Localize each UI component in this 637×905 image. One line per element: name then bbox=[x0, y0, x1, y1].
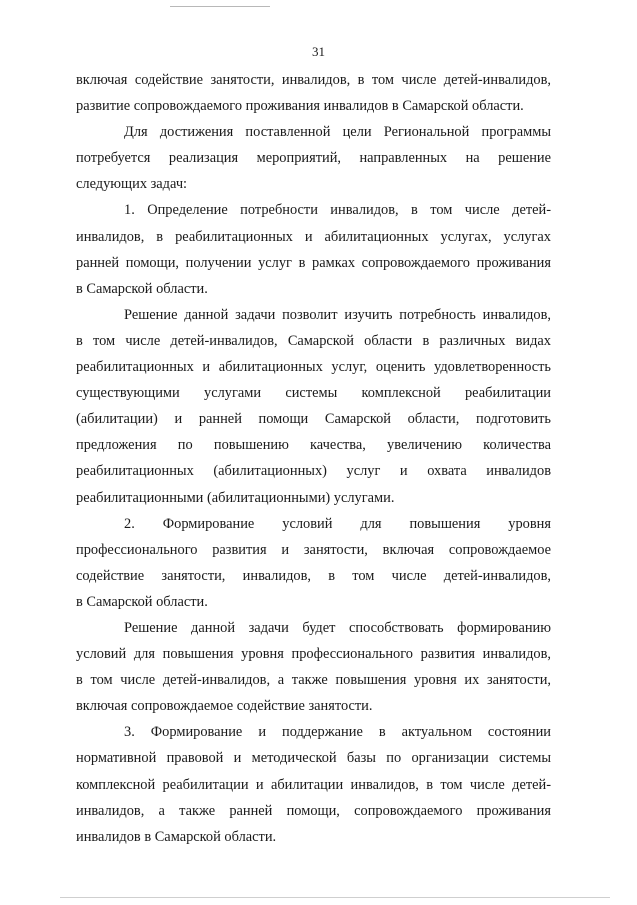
text-line: нормативной правовой и методической базы по организации системы bbox=[76, 750, 551, 767]
text-line: существующими услугами системы комплексной реабилитации bbox=[76, 385, 551, 402]
text-line: включая сопровождаемое содействие занятости. bbox=[76, 698, 373, 715]
text-line: комплексной реабилитации и абилитации инвалидов, в том числе детей- bbox=[76, 776, 551, 793]
paragraph-1 bbox=[76, 67, 551, 119]
text-line: содействие занятости, инвалидов, в том числе детей-инвалидов, bbox=[76, 567, 551, 584]
text-line: условий для повышения уровня профессионального развития инвалидов, bbox=[76, 646, 551, 663]
text-line: 3. Формирование и поддержание в актуальном состоянии bbox=[124, 724, 551, 741]
paragraph-2 bbox=[76, 119, 551, 197]
paragraph-3 bbox=[76, 197, 551, 301]
paragraph-6 bbox=[76, 615, 551, 719]
text-line: (абилитации) и ранней помощи Самарской области, подготовить bbox=[76, 411, 551, 428]
page-number: 31 bbox=[312, 44, 325, 59]
text-line: Для достижения поставленной цели Региональной программы bbox=[124, 124, 551, 141]
text-line: реабилитационных и абилитационных услуг, оценить удовлетворенность bbox=[76, 359, 551, 376]
paragraph-4 bbox=[76, 302, 551, 511]
scan-artifact-bottom bbox=[60, 897, 610, 898]
text-line: включая содействие занятости, инвалидов, в том числе детей-инвалидов, bbox=[76, 72, 551, 88]
text-line: предложения по повышению качества, увеличению количества bbox=[76, 437, 551, 454]
text-line: реабилитационными (абилитационными) услугами. bbox=[76, 489, 395, 506]
document-body bbox=[76, 67, 551, 850]
text-line: профессионального развития и занятости, включая сопровождаемое bbox=[76, 541, 551, 558]
text-line: инвалидов, а также ранней помощи, сопровождаемого проживания bbox=[76, 802, 551, 819]
text-line: реабилитационных (абилитационных) услуг и охвата инвалидов bbox=[76, 463, 551, 480]
scan-artifact-top bbox=[170, 6, 270, 7]
text-line: в том числе детей-инвалидов, Самарской области в различных видах bbox=[76, 332, 551, 349]
text-line: инвалидов, в реабилитационных и абилитационных услугах, услугах bbox=[76, 228, 551, 245]
paragraph-5 bbox=[76, 511, 551, 615]
text-line: в Самарской области. bbox=[76, 593, 208, 610]
text-line: Решение данной задачи будет способствовать формированию bbox=[124, 619, 551, 636]
text-line: ранней помощи, получении услуг в рамках сопровождаемого проживания bbox=[76, 254, 551, 271]
text-line: потребуется реализация мероприятий, направленных на решение bbox=[76, 150, 551, 167]
text-line: в том числе детей-инвалидов, а также повышения уровня их занятости, bbox=[76, 672, 551, 689]
text-line: следующих задач: bbox=[76, 176, 188, 193]
text-line: инвалидов в Самарской области. bbox=[76, 828, 277, 845]
text-line: 1. Определение потребности инвалидов, в том числе детей- bbox=[124, 202, 551, 219]
paragraph-7 bbox=[76, 719, 551, 849]
text-line: в Самарской области. bbox=[76, 280, 208, 297]
text-line: Решение данной задачи позволит изучить потребность инвалидов, bbox=[124, 306, 551, 323]
text-line: развитие сопровождаемого проживания инвалидов в Самарской области. bbox=[76, 98, 524, 115]
text-line: 2. Формирование условий для повышения уровня bbox=[124, 515, 551, 532]
